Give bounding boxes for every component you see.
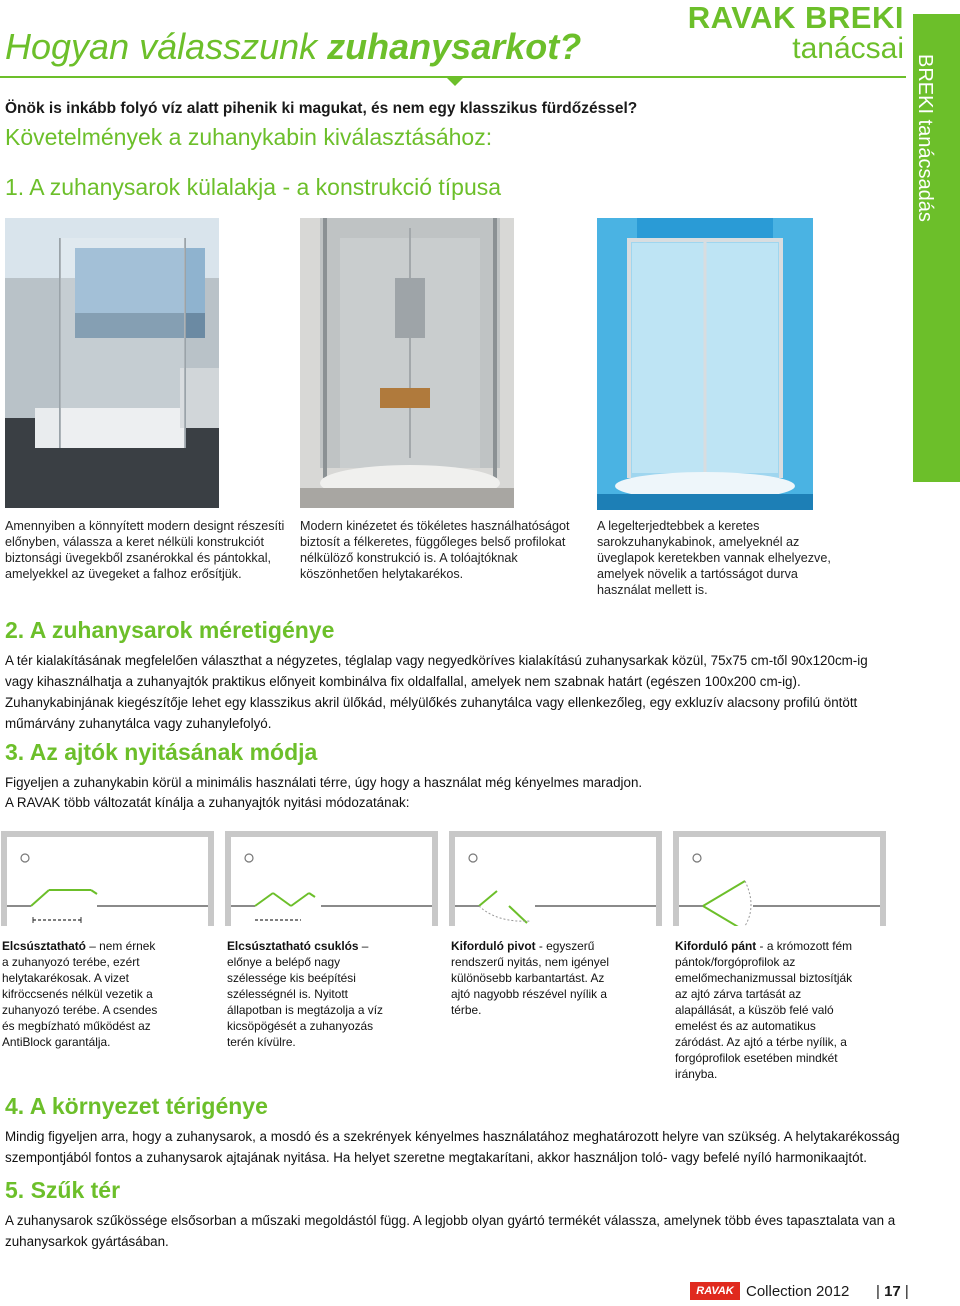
framed-shower-photo	[597, 218, 813, 510]
door-caption-hinge: Kiforduló pánt - a krómozott fém pántok/forgóprofilok az emelőmechanizmussal biztosítják az ajtó zárva tartását az alapállását, a küszöb felé való emelést és az automatikus záródást. Az ajtó a térbe nyílik, a forgóprofilok esetében mindkét irányba.	[675, 939, 853, 1081]
caption-semi-framed: Modern kinézetet és tökéletes használhatóságot biztosít a félkeretes, függőleges belső profilokat nélkülöző konstrukció is. A tolóajtóknak köszönhetően helytakarékos.	[300, 519, 570, 581]
footer-collection: Collection 2012	[746, 1283, 850, 1300]
caption-framed: A legelterjedtebbek a keretes sarokzuhanykabinok, amelyeknél az üveglapok keretekben vannak elhelyezve, amelyek növelik a tartósságot durva használat mellett is.	[597, 519, 831, 597]
section3-line1: Figyeljen a zuhanykabin körül a minimális használati térre, úgy hogy a használat még kényelmes maradjon.	[5, 775, 643, 790]
requirements-heading: Követelmények a zuhanykabin kiválasztásához:	[5, 124, 493, 150]
section4-text: Mindig figyeljen arra, hogy a zuhanysarok, a mosdó és a szekrények kényelmes használatához meghatározott helyre van szükség. A helytakarékosság szempontjából fontos a zuhanysarok ajtajának nyitása. Ha helyet szeretne megtakarítani, akkor használjon toló- vagy befelé nyíló harmonikaajtót.	[5, 1129, 900, 1165]
sliding-door-diagram	[1, 831, 214, 926]
brand-block	[688, 2, 904, 64]
section2-heading: 2. A zuhanysarok méretigénye	[5, 617, 335, 643]
section1-heading: 1. A zuhanysarok külalakja - a konstrukció típusa	[5, 174, 502, 200]
sliding-hinged-door-diagram	[225, 831, 438, 926]
section5-text: A zuhanysarok szűkössége elsősorban a műszaki megoldástól függ. A legjobb olyan gyártó termékét válassza, amelynek több éves tapasztalata van a zuhanysarkok gyártásában.	[5, 1213, 896, 1249]
intro-text: Önök is inkább folyó víz alatt pihenik ki magukat, és nem egy klasszikus fürdőzéssel?	[5, 100, 638, 117]
section2-text: A tér kialakításának megfelelően választhat a négyzetes, téglalap vagy negyedköríves kialakítású zuhanysarkak közül, 75x75 cm-től 90x120cm-ig vagy kihasználhatja a zuhanyajtók praktikus előnyeit kombinálva fix oldalfallal, amelyek nem szabnak határt (egészen 100x200 cm-ig). Zuhanykabinjának kiegészítője lehet egy klasszikus akril ülőkád, mélyülőkés zuhanytálca vagy ellenkezőleg, egy exkluzív alacsony profilú öntött műmárvány zuhanytálca vagy zuhanylefolyó.	[5, 653, 868, 731]
door-caption-pivot: Kiforduló pivot - egyszerű rendszerű nyitás, nem igényel különösebb karbantartást. Az ajtó nagyobb részével nyílik a térbe.	[451, 939, 609, 1017]
caption-frameless: Amennyiben a könnyített modern designt részesíti előnyben, válassza a keret nélküli konstrukciót biztonsági üvegekből zsanérokkal és pántokkal, amelyekkel az üvegeket a falhoz erősítjük.	[5, 519, 285, 581]
pivot-door-diagram	[449, 831, 662, 926]
semi-framed-shower-photo	[300, 218, 514, 508]
brand-name: RAVAK BREKI	[687, 0, 904, 35]
ravak-logo: RAVAK	[690, 1282, 740, 1300]
section5-heading: 5. Szűk tér	[5, 1177, 121, 1203]
door-caption-sliding: Elcsúsztatható – nem érnek a zuhanyozó terébe, ezért helytakarékosak. A vizet kifröccsenés nélkül vezetik a zuhanyozó terébe. A csendes és megbízható működést az AntiBlock garantálja.	[2, 939, 158, 1049]
hinge-door-diagram	[673, 831, 886, 926]
header-notch	[446, 77, 464, 86]
sidebar-label: BREKI tanácsadás	[914, 54, 936, 222]
page-number: | 17 |	[876, 1283, 909, 1300]
brand-subtitle: tanácsai	[792, 32, 904, 65]
sidebar-tab	[913, 14, 960, 482]
page-title: Hogyan válasszunk zuhanysarkot?	[5, 26, 582, 67]
section3-heading: 3. Az ajtók nyitásának módja	[5, 739, 318, 765]
section4-heading: 4. A környezet térigénye	[5, 1093, 268, 1119]
frameless-shower-photo	[5, 218, 219, 508]
section3-line2: A RAVAK több változatát kínálja a zuhanyajtók nyitási módozatának:	[5, 795, 410, 810]
door-caption-sliding-hinged: Elcsúsztatható csuklós – előnye a belépő nagy szélessége kis beépítési szélességnél is. Nyitott állapotban is megtázolja a víz kicsöpögését a zuhanyozás terén kívülre.	[227, 939, 383, 1049]
